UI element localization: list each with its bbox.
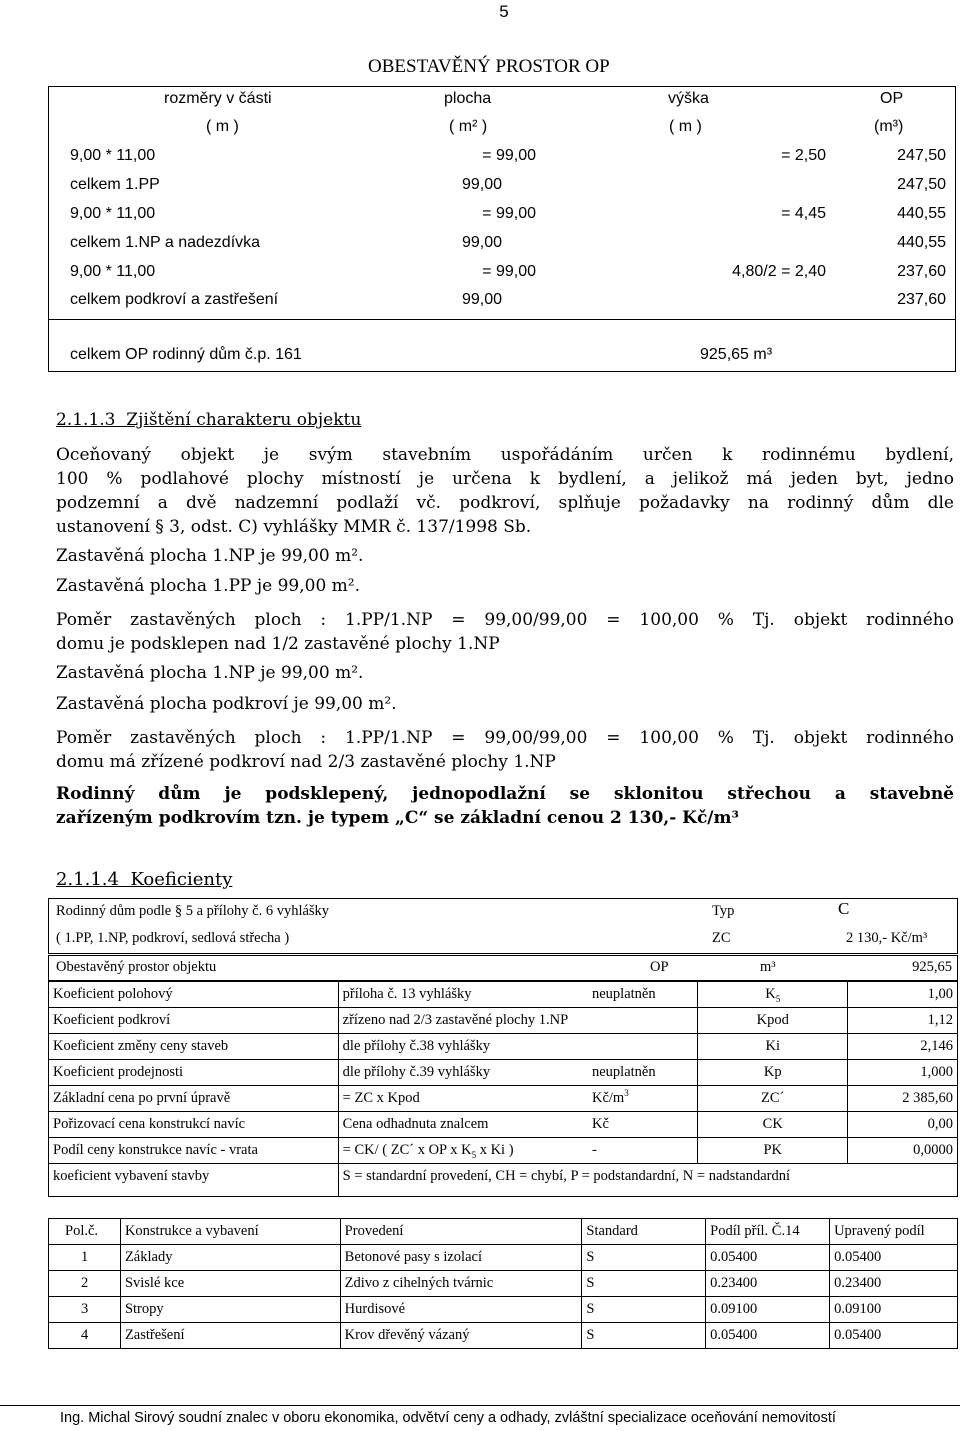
- cell: 0.05400: [706, 1245, 830, 1271]
- coef-symbol: PK: [698, 1138, 848, 1164]
- row-op: 247,50: [897, 176, 946, 193]
- coef-note: Kč: [588, 1112, 698, 1138]
- coef-value: 2 385,60: [848, 1086, 958, 1112]
- section-3-paragraph: [56, 443, 954, 539]
- row-height: = 2,50: [781, 147, 826, 164]
- cell: 3: [49, 1297, 121, 1323]
- total-label: celkem OP rodinný dům č.p. 161: [70, 346, 302, 363]
- op-label: Obestavěný prostor objektu: [56, 959, 217, 975]
- row-dims: celkem 1.PP: [70, 176, 160, 193]
- row-area: 99,00: [461, 176, 502, 193]
- coef-symbol: ZC´: [698, 1086, 848, 1112]
- coefficient-table: [48, 981, 958, 1197]
- col-header: Upravený podíl: [830, 1219, 958, 1245]
- paragraph-line: 100 % podlahové plochy místností je určena k bydlení, a jelikož má jeden byt, jedno: [56, 469, 954, 489]
- area-line: Zastavěná plocha 1.NP je 99,00 m².: [56, 546, 364, 566]
- cell: 0.09100: [830, 1297, 958, 1323]
- cell: 0.05400: [830, 1323, 958, 1349]
- coef-note: neuplatněn: [588, 1060, 698, 1086]
- ratio-paragraph: [56, 608, 954, 656]
- cell: S: [582, 1245, 706, 1271]
- area-line: Zastavěná plocha podkroví je 99,00 m².: [56, 694, 397, 714]
- total-value: 925,65 m³: [700, 346, 773, 363]
- row-op: 440,55: [897, 205, 946, 222]
- row-op: 247,50: [897, 147, 946, 164]
- coef-value: 0,0000: [848, 1138, 958, 1164]
- type-desc-2: ( 1.PP, 1.NP, podkroví, sedlová střecha ): [56, 930, 290, 946]
- typ-label: Typ: [712, 903, 735, 919]
- coef-label: Koeficient polohový: [49, 982, 339, 1008]
- section-4-number: 2.1.1.4: [56, 869, 119, 890]
- cell: S: [582, 1323, 706, 1349]
- ratio-line: Poměr zastavěných ploch : 1.PP/1.NP = 99,00/99,00 = 100,00 % Tj. objekt rodinného: [56, 610, 954, 630]
- table-row: [49, 1297, 958, 1323]
- header-area-unit: ( m² ): [449, 118, 488, 135]
- row-op: 440,55: [897, 234, 946, 251]
- zc-label: ZC: [712, 930, 731, 946]
- coef-row: [49, 1008, 958, 1034]
- coef-note: neuplatněn: [588, 982, 698, 1008]
- coef-value: 0,00: [848, 1112, 958, 1138]
- row-dims: celkem podkroví a zastřešení: [70, 291, 279, 308]
- section-4-heading: [56, 869, 232, 890]
- cell: 4: [49, 1323, 121, 1349]
- row-area: = 99,00: [482, 205, 536, 222]
- header-height: výška: [668, 90, 709, 107]
- paragraph-line: Oceňovaný objekt je svým stavebním uspořádáním určen k rodinnému bydlení,: [56, 445, 954, 465]
- row-area: = 99,00: [482, 147, 536, 164]
- col-header: Pol.č.: [49, 1219, 121, 1245]
- coef-desc: dle přílohy č.38 vyhlášky: [338, 1034, 698, 1060]
- conclusion-line: Rodinný dům je podsklepený, jednopodlažní se sklonitou střechou a stavebně: [56, 784, 954, 804]
- cell: S: [582, 1297, 706, 1323]
- coef-value: 1,00: [848, 982, 958, 1008]
- coef-desc: zřízeno nad 2/3 zastavěné plochy 1.NP: [338, 1008, 698, 1034]
- op-code: OP: [650, 959, 669, 975]
- section-4-title: Koeficienty: [130, 869, 233, 890]
- cell: 0.05400: [830, 1245, 958, 1271]
- area-line: Zastavěná plocha 1.PP je 99,00 m².: [56, 576, 360, 596]
- coef-value: 1,12: [848, 1008, 958, 1034]
- cell: Hurdisové: [340, 1297, 582, 1323]
- cell: 0.09100: [706, 1297, 830, 1323]
- volume-table: [48, 86, 956, 372]
- coef-desc: příloha č. 13 vyhlášky: [338, 982, 588, 1008]
- ratio-line: domu má zřízené podkroví nad 2/3 zastavěné plochy 1.NP: [56, 752, 556, 772]
- paragraph-line: ustanovení § 3, odst. C) vyhlášky MMR č. 137/1998 Sb.: [56, 517, 532, 537]
- row-dims: celkem 1.NP a nadezdívka: [70, 234, 261, 251]
- row-area: = 99,00: [482, 263, 536, 280]
- col-header: Provedení: [340, 1219, 582, 1245]
- cell: Stropy: [120, 1297, 340, 1323]
- section-3-title: Zjištění charakteru objektu: [126, 410, 362, 430]
- coef-note: -: [588, 1138, 698, 1164]
- cell: Zastřešení: [120, 1323, 340, 1349]
- row-area: 99,00: [461, 234, 502, 251]
- row-dims: 9,00 * 11,00: [70, 263, 156, 280]
- row-area: 99,00: [461, 291, 502, 308]
- equipment-label: koeficient vybavení stavby: [49, 1164, 339, 1197]
- zc-value: 2 130,- Kč/m³: [846, 930, 928, 946]
- row-dims: 9,00 * 11,00: [70, 147, 156, 164]
- header-dims-unit: ( m ): [206, 118, 239, 135]
- header-op: OP: [880, 90, 904, 107]
- cell: 2: [49, 1271, 121, 1297]
- coef-symbol: $K_5$: [698, 982, 848, 1008]
- section-3-heading: [56, 410, 361, 430]
- volume-table-divider: [48, 319, 956, 320]
- col-header: Konstrukce a vybavení: [120, 1219, 340, 1245]
- coef-desc: dle přílohy č.39 vyhlášky: [338, 1060, 588, 1086]
- cell: 0.05400: [706, 1323, 830, 1349]
- footer: Ing. Michal Sirový soudní znalec v oboru ekonomika, odvětví ceny a odhady, zvláštní specializace oceňování nemovitostí: [60, 1410, 836, 1426]
- coef-desc: Cena odhadnuta znalcem: [338, 1112, 588, 1138]
- coef-label: Koeficient změny ceny staveb: [49, 1034, 339, 1060]
- construction-header-row: [49, 1219, 958, 1245]
- coef-note: $Kč/m^3$: [588, 1086, 698, 1112]
- col-header: Standard: [582, 1219, 706, 1245]
- coef-symbol: Kp: [698, 1060, 848, 1086]
- op-value: 925,65: [912, 959, 952, 975]
- cell: Základy: [120, 1245, 340, 1271]
- coef-row: [49, 1138, 958, 1164]
- cell: 1: [49, 1245, 121, 1271]
- page-number: 5: [499, 2, 509, 21]
- equipment-desc: S = standardní provedení, CH = chybí, P = podstandardní, N = nadstandardní: [338, 1164, 957, 1197]
- cell: Svislé kce: [120, 1271, 340, 1297]
- cell: Krov dřevěný vázaný: [340, 1323, 582, 1349]
- row-dims: 9,00 * 11,00: [70, 205, 156, 222]
- coef-symbol: Kpod: [698, 1008, 848, 1034]
- row-op: 237,60: [897, 263, 946, 280]
- equipment-row: [49, 1164, 958, 1197]
- section-title: OBESTAVĚNÝ PROSTOR OP: [368, 56, 610, 77]
- coef-label: Koeficient prodejnosti: [49, 1060, 339, 1086]
- ratio-line: Poměr zastavěných ploch : 1.PP/1.NP = 99,00/99,00 = 100,00 % Tj. objekt rodinného: [56, 728, 954, 748]
- coef-row: [49, 1112, 958, 1138]
- coef-desc: = CK/ ( ZC´ x OP x $K_5$ x Ki ): [338, 1138, 588, 1164]
- conclusion-paragraph: [56, 782, 954, 830]
- cell: Zdivo z cihelných tvárnic: [340, 1271, 582, 1297]
- header-dims: rozměry v části: [164, 90, 272, 107]
- footer-divider: [0, 1405, 960, 1406]
- coef-symbol: CK: [698, 1112, 848, 1138]
- coef-row: [49, 982, 958, 1008]
- coef-row: [49, 1086, 958, 1112]
- table-row: [49, 1323, 958, 1349]
- cell: Betonové pasy s izolací: [340, 1245, 582, 1271]
- row-height: = 4,45: [781, 205, 826, 222]
- area-line: Zastavěná plocha 1.NP je 99,00 m².: [56, 663, 364, 683]
- coef-value: 1,000: [848, 1060, 958, 1086]
- row-height: 4,80/2 = 2,40: [732, 263, 826, 280]
- construction-table: [48, 1218, 958, 1349]
- ratio-paragraph: [56, 726, 954, 774]
- cell: S: [582, 1271, 706, 1297]
- coef-symbol: Ki: [698, 1034, 848, 1060]
- cell: 0.23400: [706, 1271, 830, 1297]
- header-area: plocha: [444, 90, 492, 107]
- coef-row: [49, 1034, 958, 1060]
- coef-desc: = ZC x Kpod: [338, 1086, 588, 1112]
- coef-row: [49, 1060, 958, 1086]
- section-3-number: 2.1.1.3: [56, 410, 116, 430]
- paragraph-line: podzemní a dvě nadzemní podlaží vč. podkroví, splňuje požadavky na rodinný dům dle: [56, 493, 954, 513]
- header-height-unit: ( m ): [669, 118, 702, 135]
- table-row: [49, 1271, 958, 1297]
- coef-label: Základní cena po první úpravě: [49, 1086, 339, 1112]
- op-unit: m³: [760, 959, 776, 975]
- conclusion-line: zařízeným podkrovím tzn. je typem „C“ se základní cenou 2 130,- Kč/m³: [56, 808, 739, 828]
- ratio-line: domu je podsklepen nad 1/2 zastavěné plochy 1.NP: [56, 634, 500, 654]
- type-desc-1: Rodinný dům podle § 5 a přílohy č. 6 vyhlášky: [56, 903, 330, 919]
- coef-value: 2,146: [848, 1034, 958, 1060]
- coef-label: Pořizovací cena konstrukcí navíc: [49, 1112, 339, 1138]
- typ-value: C: [838, 899, 850, 918]
- cell: 0.23400: [830, 1271, 958, 1297]
- table-row: [49, 1245, 958, 1271]
- header-op-unit: (m³): [874, 118, 904, 135]
- row-op: 237,60: [897, 291, 946, 308]
- col-header: Podíl příl. Č.14: [706, 1219, 830, 1245]
- coef-label: Koeficient podkroví: [49, 1008, 339, 1034]
- coef-label: Podíl ceny konstrukce navíc - vrata: [49, 1138, 339, 1164]
